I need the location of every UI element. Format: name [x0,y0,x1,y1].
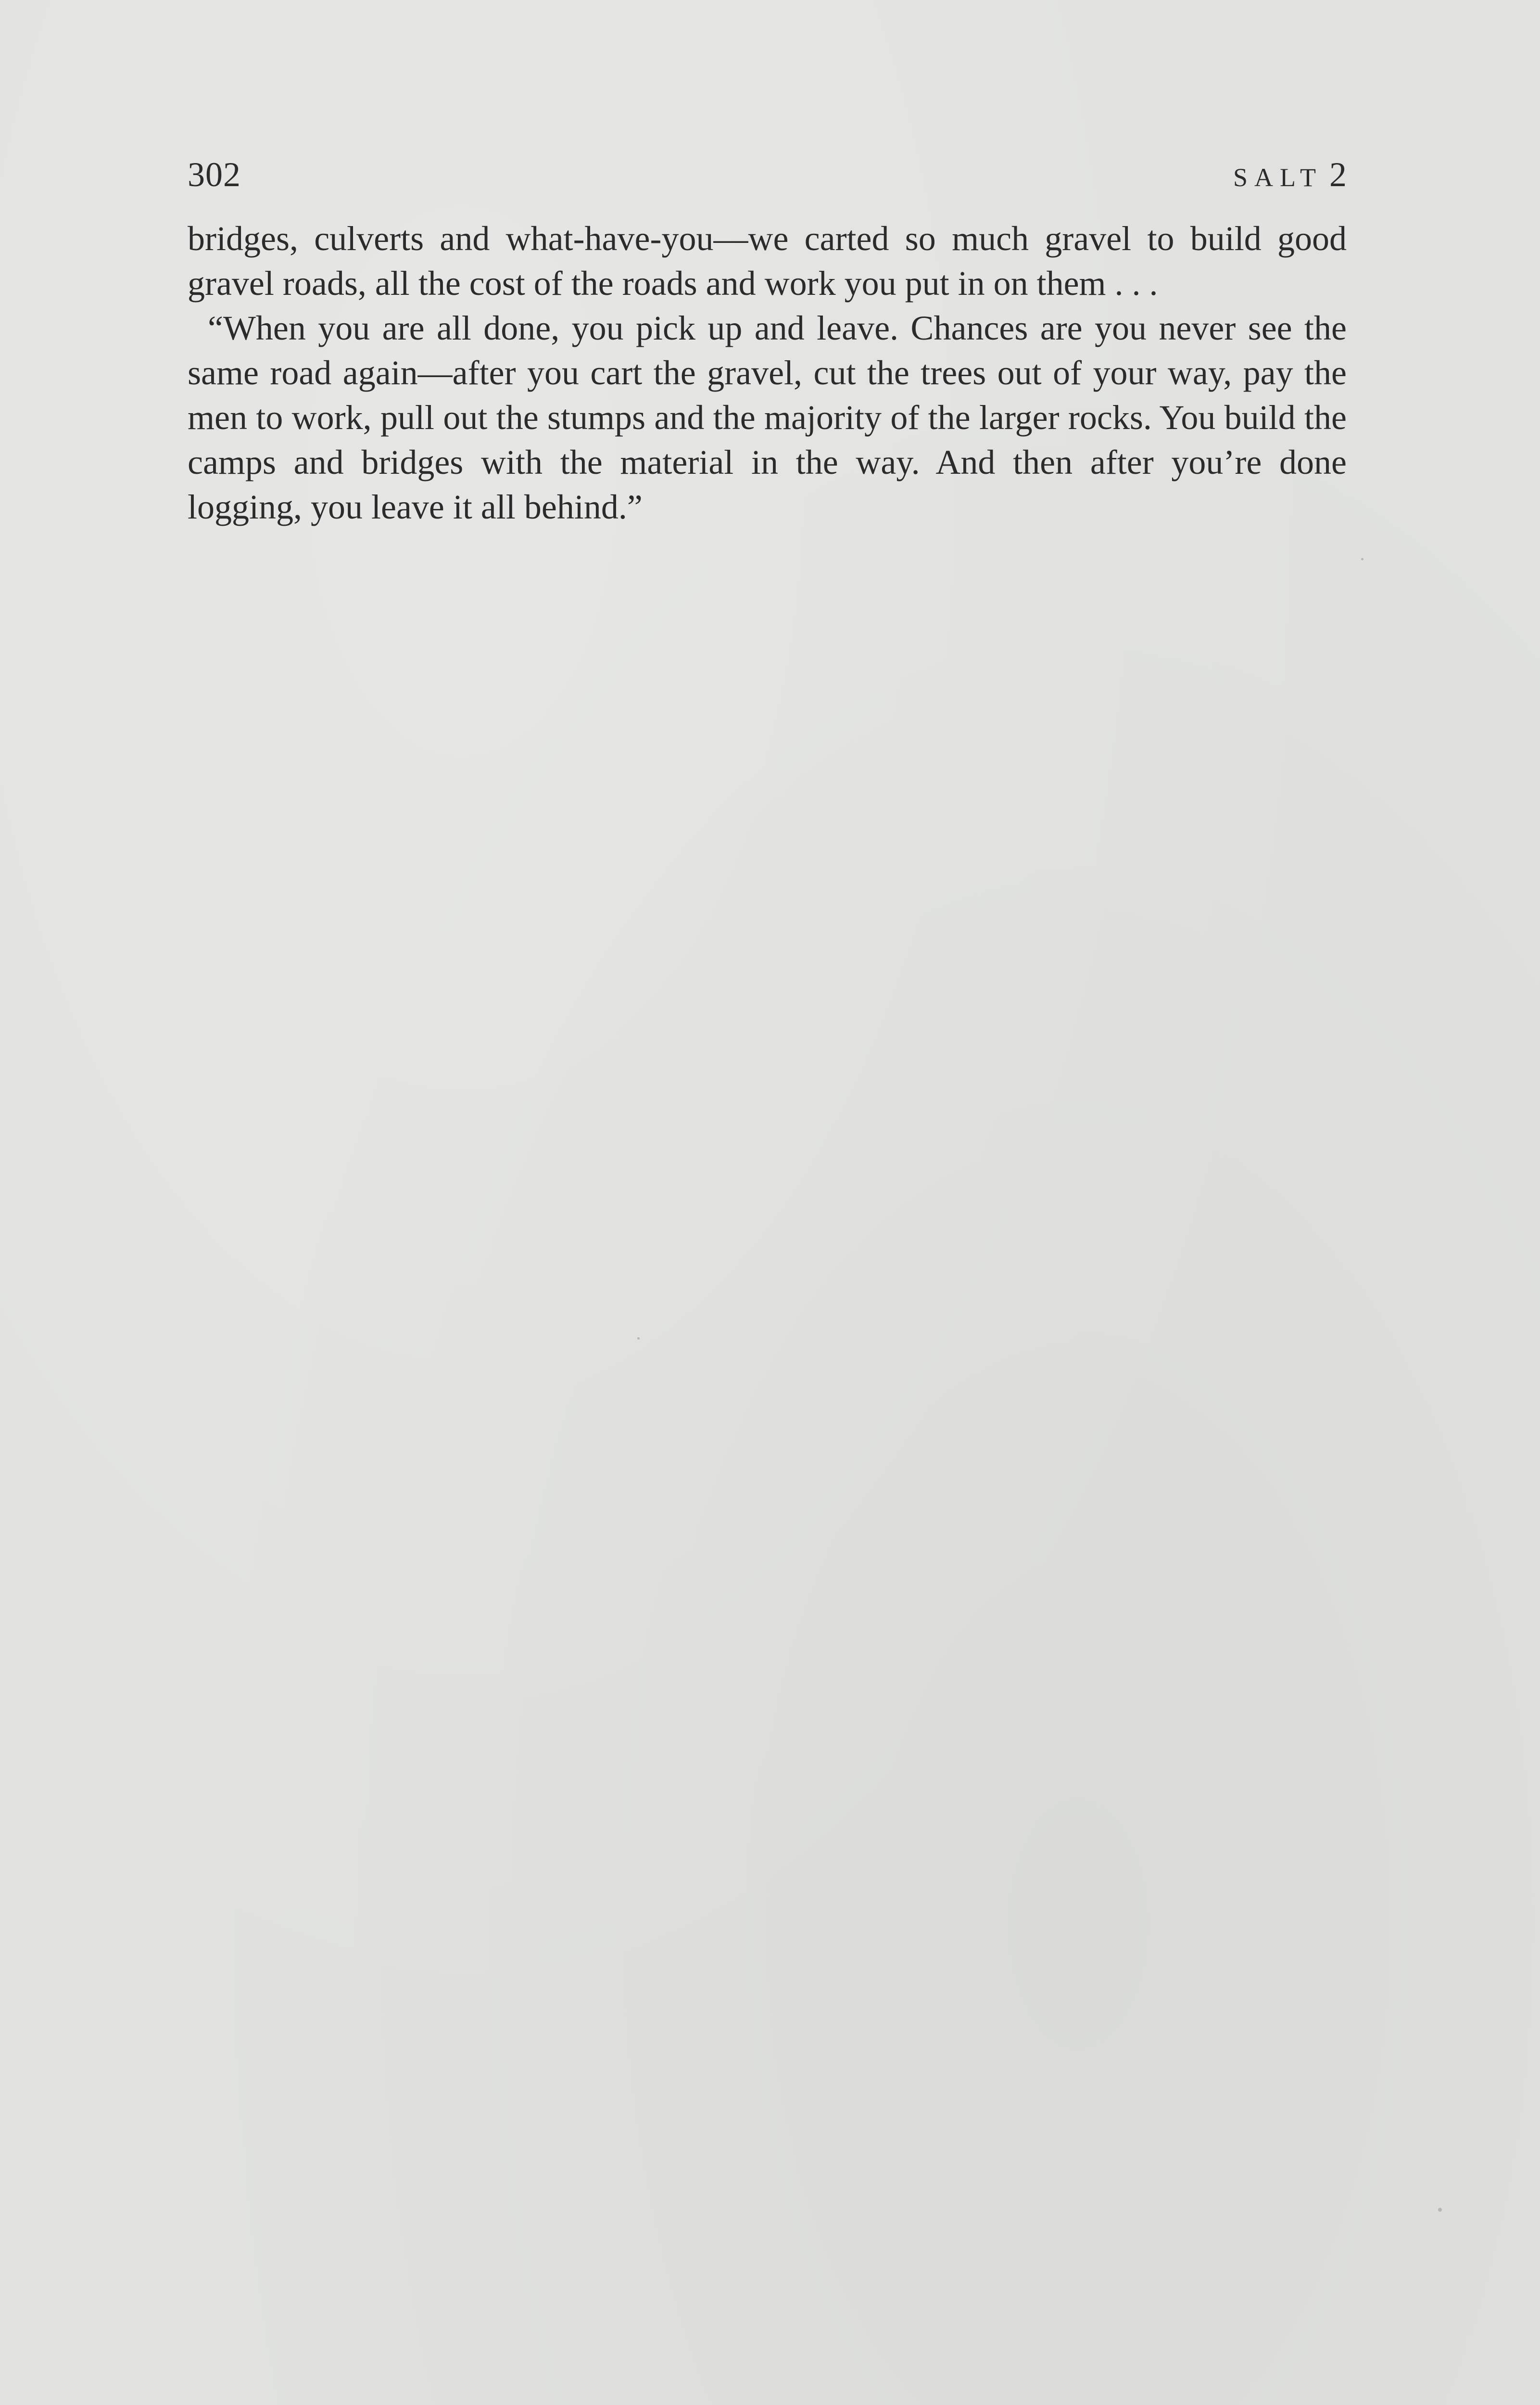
body-text [188,216,1347,530]
paper-speck [1361,558,1363,560]
running-head-issue-number: 2 [1329,155,1347,194]
running-head [1233,153,1347,199]
paper-speck [637,1337,640,1340]
running-head-title: SALT [1233,163,1323,192]
page-header [188,153,1347,196]
paragraph-quote: “When you are all done, you pick up and leave. Chances are you never see the same road again—after you cart the gravel, cut the trees out of your way, pay the men to work, pull out the stumps and the majority of the larger rocks. You build the camps and bridges with the material in the way. And then after you’re done logging, you leave it all behind.” [188,309,1347,526]
paper-speck [1438,2208,1442,2212]
paragraph-continuation: bridges, culverts and what-have-you—we carted so much gravel to build good gravel roads, all the cost of the roads and work you put in on them . . . [188,219,1347,303]
page-number: 302 [188,155,241,194]
